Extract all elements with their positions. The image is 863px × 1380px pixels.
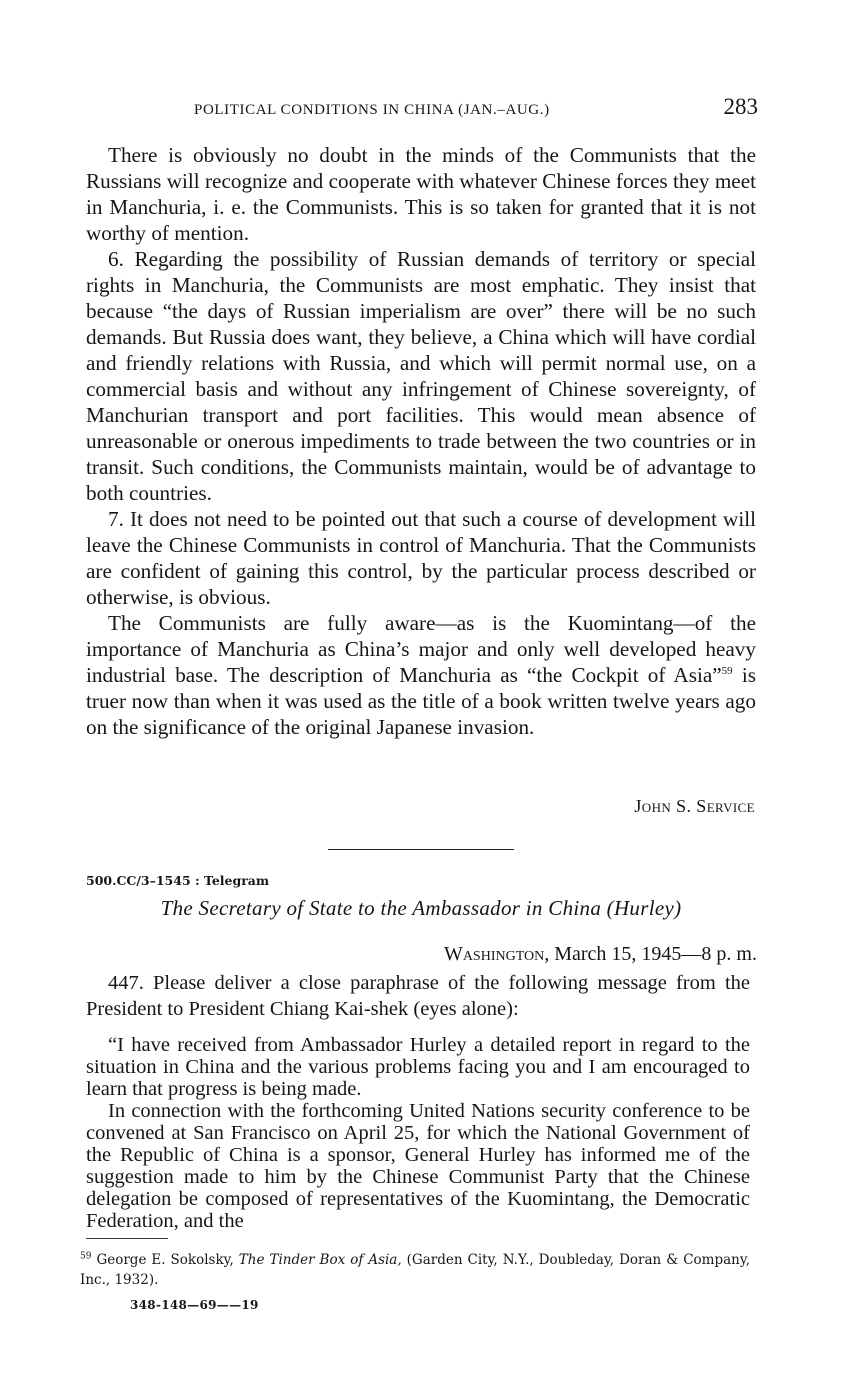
dateline-place: Washington,	[443, 943, 550, 965]
document-title: The Secretary of State to the Ambassador in China (Hurley)	[160, 896, 682, 920]
footnote	[80, 1250, 750, 1290]
conclusion-text-end: is truer now than when it was used as the title of a book written twelve years ago on the significance of the original Japanese invasion.	[86, 663, 756, 739]
telegram-text	[86, 970, 750, 1022]
running-header	[86, 94, 758, 126]
paragraph-6: 6. Regarding the possibility of Russian demands of territory or special rights in Manchuria, the Communists are most emphatic. They insist that because “the days of Russian imperialism are over” there will be no such demands. But Russia does want, they believe, a China which will have cordial and friendly relations with Russia, and which will permit normal use, on a commercial basis and without any infringement of Chinese sovereignty, of Manchurian transport and port facilities. This would mean absence of unreasonable or onerous impediments to trade between the two countries or in transit. Such conditions, the Communists maintain, would be of advantage to both countries.	[86, 247, 756, 505]
quote-paragraph-1: “I have received from Ambassador Hurley a detailed report in regard to the situation in China and the various problems facing you and I am encouraged to learn that progress is being made.	[86, 1034, 750, 1100]
running-title: POLITICAL CONDITIONS IN CHINA (JAN.–AUG.)	[194, 102, 550, 118]
paragraph-7: 7. It does not need to be pointed out that such a course of development will leave the Chinese Communists in control of Manchuria. That the Communists are confident of gaining this control, by the particular process described or otherwise, is obvious.	[86, 507, 756, 609]
print-code: 348-148—69——19	[130, 1298, 259, 1312]
footnote-publication: (Garden City, N.Y., Doubleday, Doran & Company, Inc., 1932).	[80, 1252, 750, 1288]
quote-paragraph-2: In connection with the forthcoming United Nations security conference to be convened at San Francisco on April 25, for which the National Government of the Republic of China is a sponsor, General Hurley has informed me of the suggestion made to him by the Chinese Communist Party that the Chinese delegation be composed of representatives of the Kuomintang, the Democratic Federation, and the	[86, 1100, 750, 1232]
page-number: 283	[723, 94, 758, 119]
footnote-author: George E. Sokolsky,	[91, 1252, 239, 1268]
footnote-book-title: The Tinder Box of Asia,	[238, 1252, 402, 1268]
dateline	[444, 943, 757, 966]
paragraph-1: There is obviously no doubt in the minds of the Communists that the Russians will recognize and cooperate with whatever Chinese forces they meet in Manchuria, i. e. the Communists. This is so taken for granted that it is not worthy of mention.	[86, 143, 756, 245]
quoted-message	[86, 1034, 750, 1232]
footnote-rule	[86, 1238, 168, 1239]
report-body	[86, 142, 756, 740]
footnote-reference[interactable]: 59	[721, 664, 733, 677]
footnote-number: 59	[80, 1251, 92, 1262]
file-reference: 500.CC/3–1545 : Telegram	[86, 873, 270, 888]
section-divider	[328, 849, 514, 850]
dateline-date: March 15, 1945—8 p. m.	[549, 943, 757, 965]
signature: John S. Service	[634, 796, 755, 816]
telegram-paragraph: 447. Please deliver a close paraphrase of the following message from the President to President Chiang Kai-shek (eyes alone):	[86, 972, 750, 1020]
paragraph-conclusion	[86, 610, 756, 740]
conclusion-text-start: The Communists are fully aware—as is the Kuomintang—of the importance of Manchuria as China’s major and only well developed heavy industrial base. The description of Manchuria as “the Cockpit of Asia”	[86, 611, 756, 687]
